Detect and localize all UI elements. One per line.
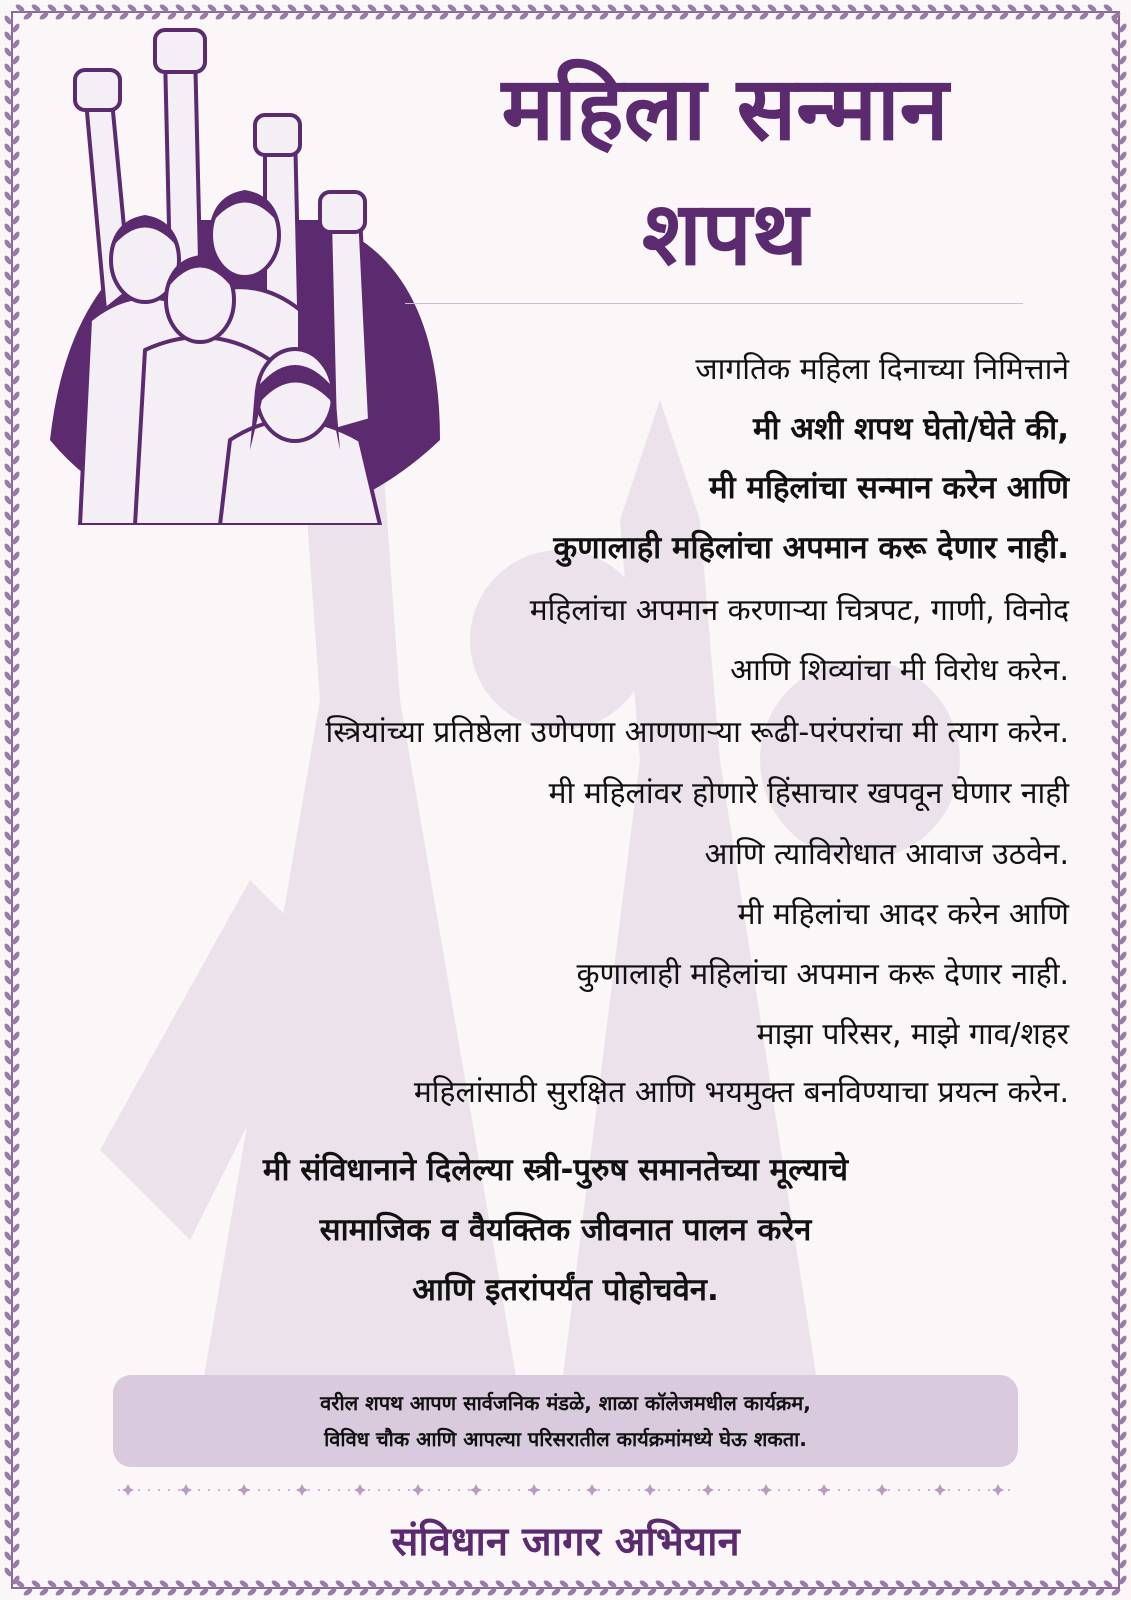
oath-line: आणि शिव्यांचा मी विरोध करेन. [730, 653, 1069, 688]
footer-campaign-name: संविधान जागर अभियान [391, 1519, 740, 1565]
oath-line: जागतिक महिला दिनाच्या निमित्ताने [695, 352, 1069, 387]
note-line: विविध चौक आणि आपल्या परिसरातील कार्यक्रमांमध्ये घेऊ शकता. [324, 1427, 807, 1451]
oath-line: महिलांसाठी सुरक्षित आणि भयमुक्त बनविण्याचा प्रयत्न करेन. [413, 1075, 1069, 1110]
oath-line: स्त्रियांच्या प्रतिष्ठेला उणेपणा आणणाऱ्या रूढी-परंपरांचा मी त्याग करेन. [325, 715, 1069, 750]
pledge-line: मी संविधानाने दिलेल्या स्त्री-पुरुष समानतेच्या मूल्याचे [262, 1152, 849, 1188]
pledge-line: आणि इतरांपर्यंत पोहोचवेन. [412, 1272, 719, 1308]
pledge-line: सामाजिक व वैयक्तिक जीवनात पालन करेन [319, 1212, 812, 1248]
title-divider [405, 303, 1023, 304]
oath-line: मी महिलांवर होणारे हिंसाचार खपवून घेणार नाही [548, 776, 1069, 811]
oath-line: कुणालाही महिलांचा अपमान करू देणार नाही. [576, 957, 1069, 992]
oath-line: आणि त्याविरोधात आवाज उठवेन. [704, 837, 1069, 872]
title-line-1: महिला सन्मान [501, 57, 949, 160]
women-raising-fists-illustration [50, 20, 450, 525]
oath-line: कुणालाही महिलांचा अपमान करू देणार नाही. [553, 530, 1069, 566]
oath-line: महिलांचा अपमान करणाऱ्या चित्रपट, गाणी, विनोद [529, 593, 1069, 628]
note-box [113, 1375, 1018, 1467]
oath-line: मी महिलांचा सन्मान करेन आणि [709, 470, 1069, 506]
oath-line: मी अशी शपथ घेतो/घेते की, [753, 411, 1069, 447]
oath-line: मी महिलांचा आदर करेन आणि [737, 897, 1069, 932]
oath-line: माझा परिसर, माझे गाव/शहर [756, 1017, 1069, 1052]
star-dot-divider [118, 1483, 1018, 1497]
title-line-2: शपथ [641, 182, 809, 285]
note-line: वरील शपथ आपण सार्वजनिक मंडळे, शाळा कॉलेजमधील कार्यक्रम, [320, 1391, 811, 1415]
